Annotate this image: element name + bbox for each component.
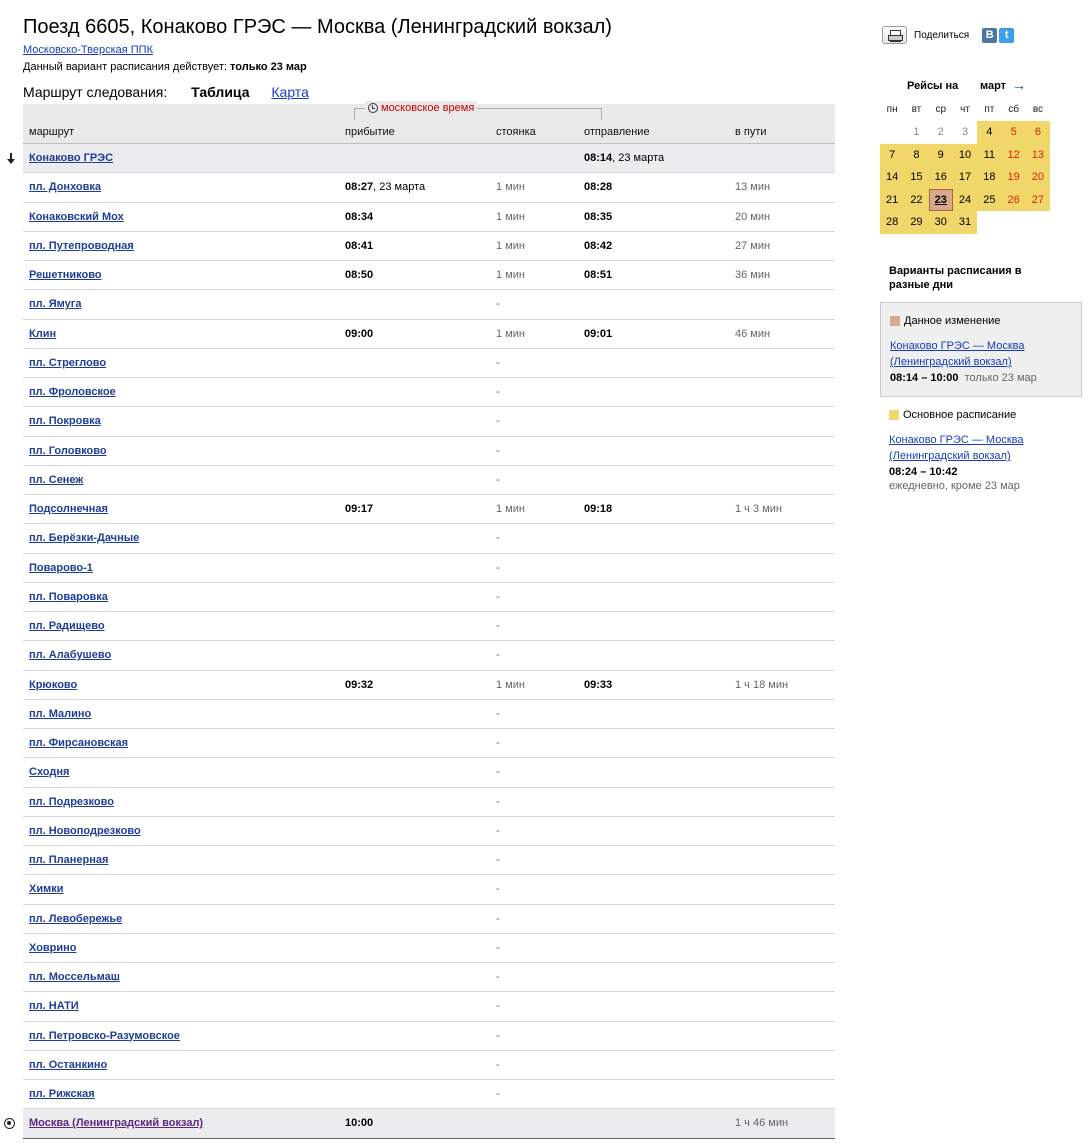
- variant-current: [880, 302, 1082, 397]
- calendar-day[interactable]: 31: [953, 211, 977, 234]
- station-link[interactable]: Решетниково: [29, 269, 102, 281]
- timezone-text: московское время: [381, 102, 475, 114]
- travel-time: 46 мин: [735, 327, 771, 340]
- stop-duration: -: [496, 912, 500, 925]
- start-arrow-icon: [5, 152, 17, 166]
- station-link[interactable]: пл. Фирсановская: [29, 737, 128, 749]
- stop-duration: 1 мин: [496, 181, 525, 194]
- table-row: [23, 963, 835, 992]
- table-row: [23, 1109, 835, 1138]
- variants-title: Варианты расписания в разные дни: [889, 265, 1022, 291]
- variant-base-time: 08:24 – 10:42: [889, 466, 958, 478]
- station-link[interactable]: пл. Покровка: [29, 415, 101, 428]
- table-row: [23, 524, 835, 553]
- table-row: [23, 671, 835, 700]
- station-link[interactable]: пл. Донховка: [29, 181, 102, 194]
- table-row: [23, 437, 835, 466]
- calendar-week: [880, 211, 1052, 234]
- station-link[interactable]: пл. Петровско-Разумовское: [29, 1029, 180, 1042]
- main-content: [23, 14, 835, 1130]
- calendar-day[interactable]: 7: [880, 144, 904, 167]
- arrival-time: 08:50: [345, 269, 374, 281]
- station-link[interactable]: пл. Поваровка: [29, 590, 108, 603]
- table-row: [23, 758, 835, 787]
- calendar-day[interactable]: 30: [929, 211, 953, 234]
- departure-time: 09:33: [584, 678, 613, 691]
- route-tabs-label: Маршрут следования:: [23, 84, 168, 100]
- stop-duration: -: [496, 1058, 500, 1071]
- calendar-day[interactable]: 8: [904, 144, 928, 167]
- travel-time: 20 мин: [735, 210, 771, 223]
- stop-duration: -: [496, 941, 500, 954]
- variant-base-link[interactable]: Конаково ГРЭС — Москва (Ленинградский вокзал): [889, 434, 1024, 462]
- stop-duration: 1 мин: [496, 239, 525, 252]
- calendar-day[interactable]: 13: [1026, 144, 1050, 167]
- table-row: [23, 934, 835, 963]
- calendar-day[interactable]: 28: [880, 211, 904, 234]
- print-icon[interactable]: [882, 26, 907, 44]
- departure-cell: [584, 173, 612, 201]
- table-body: [23, 144, 835, 1139]
- stop-duration: -: [496, 824, 500, 837]
- calendar-day[interactable]: 6: [1026, 121, 1050, 144]
- stop-duration: 1 мин: [496, 678, 525, 691]
- header-route: маршрут: [29, 126, 75, 138]
- route-tabs: [23, 83, 835, 101]
- station-link[interactable]: пл. Головково: [29, 444, 107, 457]
- station-link[interactable]: Конаково ГРЭС: [29, 152, 114, 164]
- page-title: Поезд 6605, Конаково ГРЭС — Москва (Ленинградский вокзал): [23, 16, 612, 38]
- weekday-label: вт: [911, 104, 922, 115]
- station-link[interactable]: пл. Алабушево: [29, 649, 112, 662]
- stop-duration: -: [496, 590, 500, 603]
- calendar-month: март: [980, 80, 1007, 92]
- station-link[interactable]: пл. Моссельмаш: [29, 971, 120, 983]
- station-link[interactable]: пл. Останкино: [29, 1058, 108, 1071]
- table-row: [23, 846, 835, 875]
- departure-date: , 23 марта: [612, 152, 665, 164]
- variant-base-time-row: [889, 464, 1073, 480]
- stop-duration: -: [496, 298, 500, 311]
- stop-duration: -: [496, 356, 500, 369]
- stop-duration: -: [496, 561, 500, 574]
- table-row: [23, 817, 835, 846]
- station-link[interactable]: Поварово-1: [29, 561, 93, 574]
- table-row: [23, 349, 835, 378]
- departure-cell: [584, 144, 664, 172]
- calendar-day[interactable]: 5: [1001, 121, 1025, 144]
- calendar-day[interactable]: 9: [929, 144, 953, 167]
- calendar-day[interactable]: 10: [953, 144, 977, 167]
- stop-duration: -: [496, 649, 500, 662]
- station-link[interactable]: пл. НАТИ: [29, 1000, 79, 1013]
- stop-duration: -: [496, 532, 500, 545]
- travel-time: 1 ч 46 мин: [735, 1117, 789, 1130]
- weekday-label: ср: [935, 104, 947, 115]
- weekday-label: чт: [960, 104, 970, 115]
- calendar-header: [880, 76, 1052, 96]
- stop-duration: 1 мин: [496, 210, 525, 223]
- table-row: [23, 203, 835, 232]
- arrival-time: 09:17: [345, 503, 374, 515]
- station-link[interactable]: пл. Подрезково: [29, 795, 114, 808]
- company-link[interactable]: Московско-Тверская ППК: [23, 44, 153, 56]
- calendar-day: 1: [913, 126, 920, 138]
- station-link[interactable]: пл. Рижская: [29, 1088, 95, 1100]
- arrival-cell: [345, 173, 425, 201]
- table-row: [23, 261, 835, 290]
- calendar-day: 3: [961, 126, 969, 138]
- variant-current-link[interactable]: Конаково ГРЭС — Москва (Ленинградский вокзал): [890, 340, 1025, 368]
- stop-duration: -: [496, 620, 500, 632]
- calendar-day[interactable]: 21: [880, 189, 904, 212]
- calendar-day[interactable]: 12: [1001, 144, 1025, 167]
- stop-duration: -: [496, 1029, 500, 1042]
- variant-base-note: ежедневно, кроме 23 мар: [889, 480, 1020, 492]
- schedule-table: [23, 104, 835, 1139]
- departure-cell: [584, 261, 612, 289]
- calendar-weekdays: [880, 99, 1052, 121]
- calendar-blank: [880, 121, 904, 144]
- share-label: Поделиться: [914, 29, 970, 41]
- station-link[interactable]: Крюково: [29, 678, 78, 691]
- table-row: [23, 875, 835, 904]
- calendar-week: [880, 189, 1052, 212]
- calendar-day[interactable]: 16: [929, 166, 953, 189]
- departure-time: 08:51: [584, 269, 613, 281]
- calendar-day: 2: [937, 126, 944, 138]
- table-row: [23, 583, 835, 612]
- station-link[interactable]: Сходня: [29, 766, 70, 779]
- header-stop: стоянка: [496, 126, 536, 138]
- timezone-label: [365, 101, 477, 115]
- stop-duration: 1 мин: [496, 327, 525, 340]
- variant-current-label: Данное изменение: [904, 315, 1001, 327]
- table-row: [23, 641, 835, 670]
- weekday-label: пн: [886, 104, 898, 115]
- calendar-day[interactable]: 11: [977, 144, 1001, 167]
- calendar-title: Рейсы на: [907, 80, 959, 92]
- arrival-time: 08:41: [345, 239, 374, 252]
- calendar-day[interactable]: 4: [977, 121, 1001, 144]
- weekday-label: сб: [1008, 104, 1019, 115]
- station-link[interactable]: Конаковский Мох: [29, 210, 124, 223]
- weekday-label: пт: [984, 104, 995, 115]
- variant-base-label: Основное расписание: [903, 409, 1017, 421]
- departure-time: 09:01: [584, 327, 613, 340]
- station-link[interactable]: пл. Левобережье: [29, 912, 123, 925]
- arrival-time: 09:32: [345, 678, 374, 691]
- calendar-grid: [880, 121, 1052, 234]
- station-link[interactable]: Клин: [29, 327, 57, 340]
- stop-duration: -: [496, 766, 500, 779]
- variant-current-info: [890, 370, 1072, 386]
- calendar-day[interactable]: 26: [1001, 189, 1025, 212]
- calendar-day[interactable]: 19: [1001, 166, 1025, 189]
- departure-cell: [584, 495, 612, 523]
- arrival-cell: [345, 671, 373, 699]
- tab-map[interactable]: Карта: [271, 84, 309, 100]
- calendar-day[interactable]: 25: [977, 189, 1001, 212]
- twitter-share-icon[interactable]: t: [999, 28, 1014, 43]
- station-link[interactable]: пл. Фроловское: [29, 386, 116, 398]
- calendar-day[interactable]: 14: [880, 166, 904, 189]
- travel-time: 1 ч 18 мин: [735, 678, 789, 691]
- departure-time: 08:42: [584, 239, 613, 252]
- stop-duration: 1 мин: [496, 503, 525, 515]
- table-row: [23, 144, 835, 173]
- departure-cell: [584, 671, 612, 699]
- table-row: [23, 407, 835, 436]
- stop-duration: -: [496, 854, 500, 866]
- station-link[interactable]: Ховрино: [29, 941, 77, 954]
- arrival-time: 08:34: [345, 210, 374, 223]
- calendar-day[interactable]: 27: [1026, 189, 1050, 212]
- arrival-cell: [345, 203, 373, 231]
- station-link[interactable]: пл. Стреглово: [29, 356, 107, 369]
- station-link[interactable]: пл. Сенеж: [29, 473, 84, 486]
- station-link[interactable]: Химки: [29, 883, 64, 896]
- calendar-day[interactable]: 20: [1026, 166, 1050, 189]
- departure-time: 08:28: [584, 181, 613, 194]
- table-row: [23, 495, 835, 524]
- travel-time: 36 мин: [735, 269, 771, 281]
- calendar-day[interactable]: 23: [929, 189, 953, 212]
- arrival-cell: [345, 320, 373, 348]
- stop-duration: 1 мин: [496, 269, 525, 281]
- station-link[interactable]: пл. Берёзки-Дачные: [29, 532, 140, 545]
- table-row: [23, 905, 835, 934]
- table-row: [23, 612, 835, 641]
- end-target-icon: [4, 1118, 15, 1129]
- table-row: [23, 173, 835, 202]
- arrival-time: 08:27: [345, 181, 374, 194]
- table-row: [23, 378, 835, 407]
- station-link[interactable]: пл. Радищево: [29, 620, 105, 632]
- travel-time: 27 мин: [735, 239, 771, 252]
- variant-current-note: только 23 мар: [964, 372, 1037, 384]
- stop-duration: -: [496, 883, 500, 896]
- table-row: [23, 554, 835, 583]
- table-row: [23, 232, 835, 261]
- trips-calendar: [880, 76, 1052, 234]
- calendar-week: [880, 121, 1052, 144]
- table-row: [23, 290, 835, 319]
- calendar-day[interactable]: 22: [904, 189, 928, 212]
- table-row: [23, 992, 835, 1021]
- variant-current-time: 08:14 – 10:00: [890, 372, 959, 384]
- stop-duration: -: [496, 707, 500, 720]
- departure-cell: [584, 203, 612, 231]
- table-row: [23, 1022, 835, 1051]
- variant-current-swatch: [890, 316, 900, 326]
- stop-duration: -: [496, 971, 500, 983]
- calendar-day[interactable]: 29: [904, 211, 928, 234]
- arrival-cell: [345, 232, 373, 260]
- weekday-label: вс: [1032, 104, 1044, 115]
- table-row: [23, 1080, 835, 1109]
- station-link[interactable]: пл. Ямуга: [29, 298, 82, 311]
- travel-time: 1 ч 3 мин: [735, 503, 782, 515]
- variant-base-swatch: [889, 410, 899, 420]
- stop-duration: -: [496, 737, 500, 749]
- station-link[interactable]: пл. Новоподрезково: [29, 824, 141, 837]
- stop-duration: -: [496, 386, 500, 398]
- tab-table[interactable]: Таблица: [191, 84, 250, 100]
- next-month-arrow-icon[interactable]: →: [1012, 77, 1026, 93]
- stop-duration: -: [496, 1088, 500, 1100]
- validity-value: только 23 мар: [230, 61, 307, 73]
- calendar-week: [880, 144, 1052, 167]
- table-row: [23, 729, 835, 758]
- table-row: [23, 788, 835, 817]
- departure-time: 08:35: [584, 210, 613, 223]
- departure-time: 09:18: [584, 503, 613, 515]
- stop-duration: -: [496, 795, 500, 808]
- station-link[interactable]: пл. Путепроводная: [29, 239, 134, 252]
- share-bar: [882, 26, 1014, 44]
- vk-share-icon[interactable]: В: [982, 28, 997, 43]
- arrival-cell: [345, 261, 373, 289]
- stop-duration: -: [496, 444, 500, 457]
- timezone-bracket: [354, 102, 602, 120]
- arrival-time: 09:00: [345, 327, 374, 340]
- calendar-day[interactable]: 15: [904, 166, 928, 189]
- header-travel: в пути: [735, 126, 767, 138]
- arrival-date: , 23 марта: [373, 181, 426, 194]
- station-link[interactable]: Москва (Ленинградский вокзал): [29, 1117, 204, 1130]
- departure-cell: [584, 320, 612, 348]
- calendar-day[interactable]: 17: [953, 166, 977, 189]
- stop-duration: -: [496, 415, 500, 428]
- departure-time: 08:14: [584, 152, 613, 164]
- header-arrival: прибытие: [345, 126, 395, 138]
- clock-icon: [368, 103, 378, 113]
- station-link[interactable]: пл. Планерная: [29, 854, 109, 866]
- table-row: [23, 1051, 835, 1080]
- calendar-day[interactable]: 18: [977, 166, 1001, 189]
- variant-base: [880, 397, 1082, 503]
- validity-info: [23, 61, 835, 73]
- table-row: [23, 466, 835, 495]
- header-departure: отправление: [584, 126, 650, 138]
- station-link[interactable]: Подсолнечная: [29, 503, 108, 515]
- validity-label: Данный вариант расписания действует:: [23, 61, 227, 73]
- travel-time: 13 мин: [735, 181, 771, 194]
- calendar-week: [880, 166, 1052, 189]
- table-header: [23, 104, 835, 144]
- calendar-day[interactable]: 24: [953, 189, 977, 212]
- arrival-cell: [345, 495, 373, 523]
- station-link[interactable]: пл. Малино: [29, 707, 92, 720]
- arrival-cell: [345, 1109, 373, 1137]
- stop-duration: -: [496, 1000, 500, 1013]
- table-row: [23, 320, 835, 349]
- stop-duration: -: [496, 473, 500, 486]
- departure-cell: [584, 232, 612, 260]
- table-row: [23, 700, 835, 729]
- arrival-time: 10:00: [345, 1117, 374, 1130]
